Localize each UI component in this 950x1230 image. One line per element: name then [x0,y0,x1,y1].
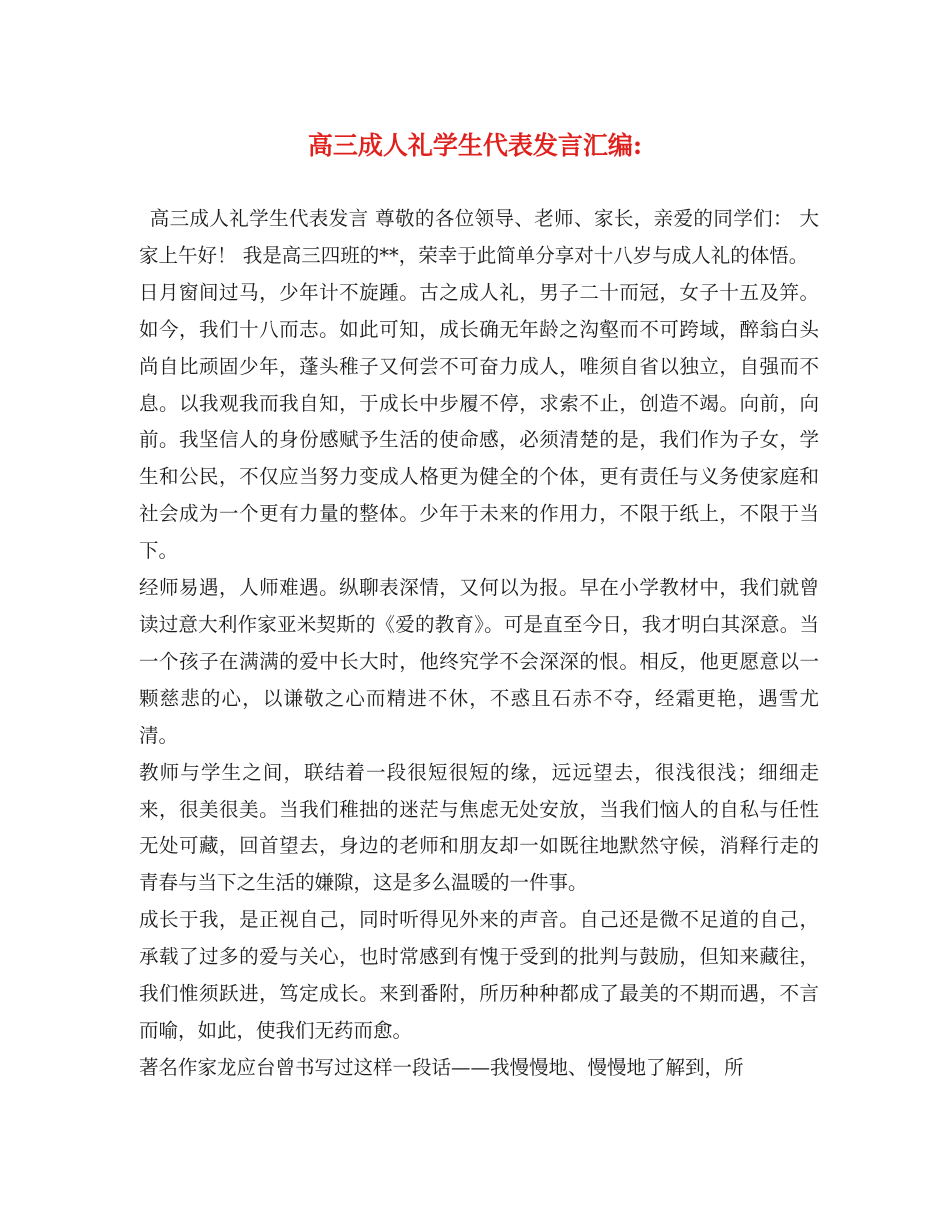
paragraph-self: 成长于我，是正视自己，同时听得见外来的声音。自己还是微不足道的自己，承载了过多的爱与关心，也时常感到有愧于受到的批判与鼓励，但知来藏往，我们惟须跃进，笃定成长。来到番附，所历种种都成了最美的不期而遇，不言而喻，如此，使我们无药而愈。 [139,908,819,1042]
document-body [139,201,819,1087]
paragraph-growth: 日月窗间过马，少年计不旋踵。古之成人礼，男子二十而冠，女子十五及笄。如今，我们十八而志。如此可知，成长确无年龄之沟壑而不可跨域，醉翁白头尚自比顽固少年，蓬头稚子又何尝不可奋力成人，唯须自省以独立，自强而不息。以我观我而我自知，于成长中步履不停，求索不止，创造不竭。向前，向前。我坚信人的身份感赋予生活的使命感，必须清楚的是，我们作为子女，学生和公民，不仅应当努力变成人格更为健全的个体，更有责任与义务使家庭和社会成为一个更有力量的整体。少年于未来的作用力，不限于纸上，不限于当下。 [139,280,819,563]
paragraph-teachers: 经师易遇，人师难遇。纵聊表深情，又何以为报。早在小学教材中，我们就曾读过意大利作家亚米契斯的《爱的教育》。可是直至今日，我才明白其深意。当一个孩子在满满的爱中长大时，他终究学不会深深的恨。相反，他更愿意以一颗慈悲的心，以谦敬之心而精进不休，不惑且石赤不夺，经霜更艳，遇雪尤清。 [139,576,819,747]
paragraph-opening: 高三成人礼学生代表发言 尊敬的各位领导、老师、家长，亲爱的同学们： 大家上午好！ 我是高三四班的**，荣幸于此简单分享对十八岁与成人礼的体悟。 [139,207,819,267]
paragraph-quote: 著名作家龙应台曾书写过这样一段话——我慢慢地、慢慢地了解到，所 [139,1055,744,1079]
paragraph-bond: 教师与学生之间，联结着一段很短很短的缘，远远望去，很浅很浅；细细走来，很美很美。当我们稚拙的迷茫与焦虑无处安放，当我们恼人的自私与任性无处可藏，回首望去，身边的老师和朋友却一如既往地默然守候，消释行走的青春与当下之生活的嫌隙，这是多么温暖的一件事。 [139,760,819,895]
document-title: 高三成人礼学生代表发言汇编: [307,131,643,160]
